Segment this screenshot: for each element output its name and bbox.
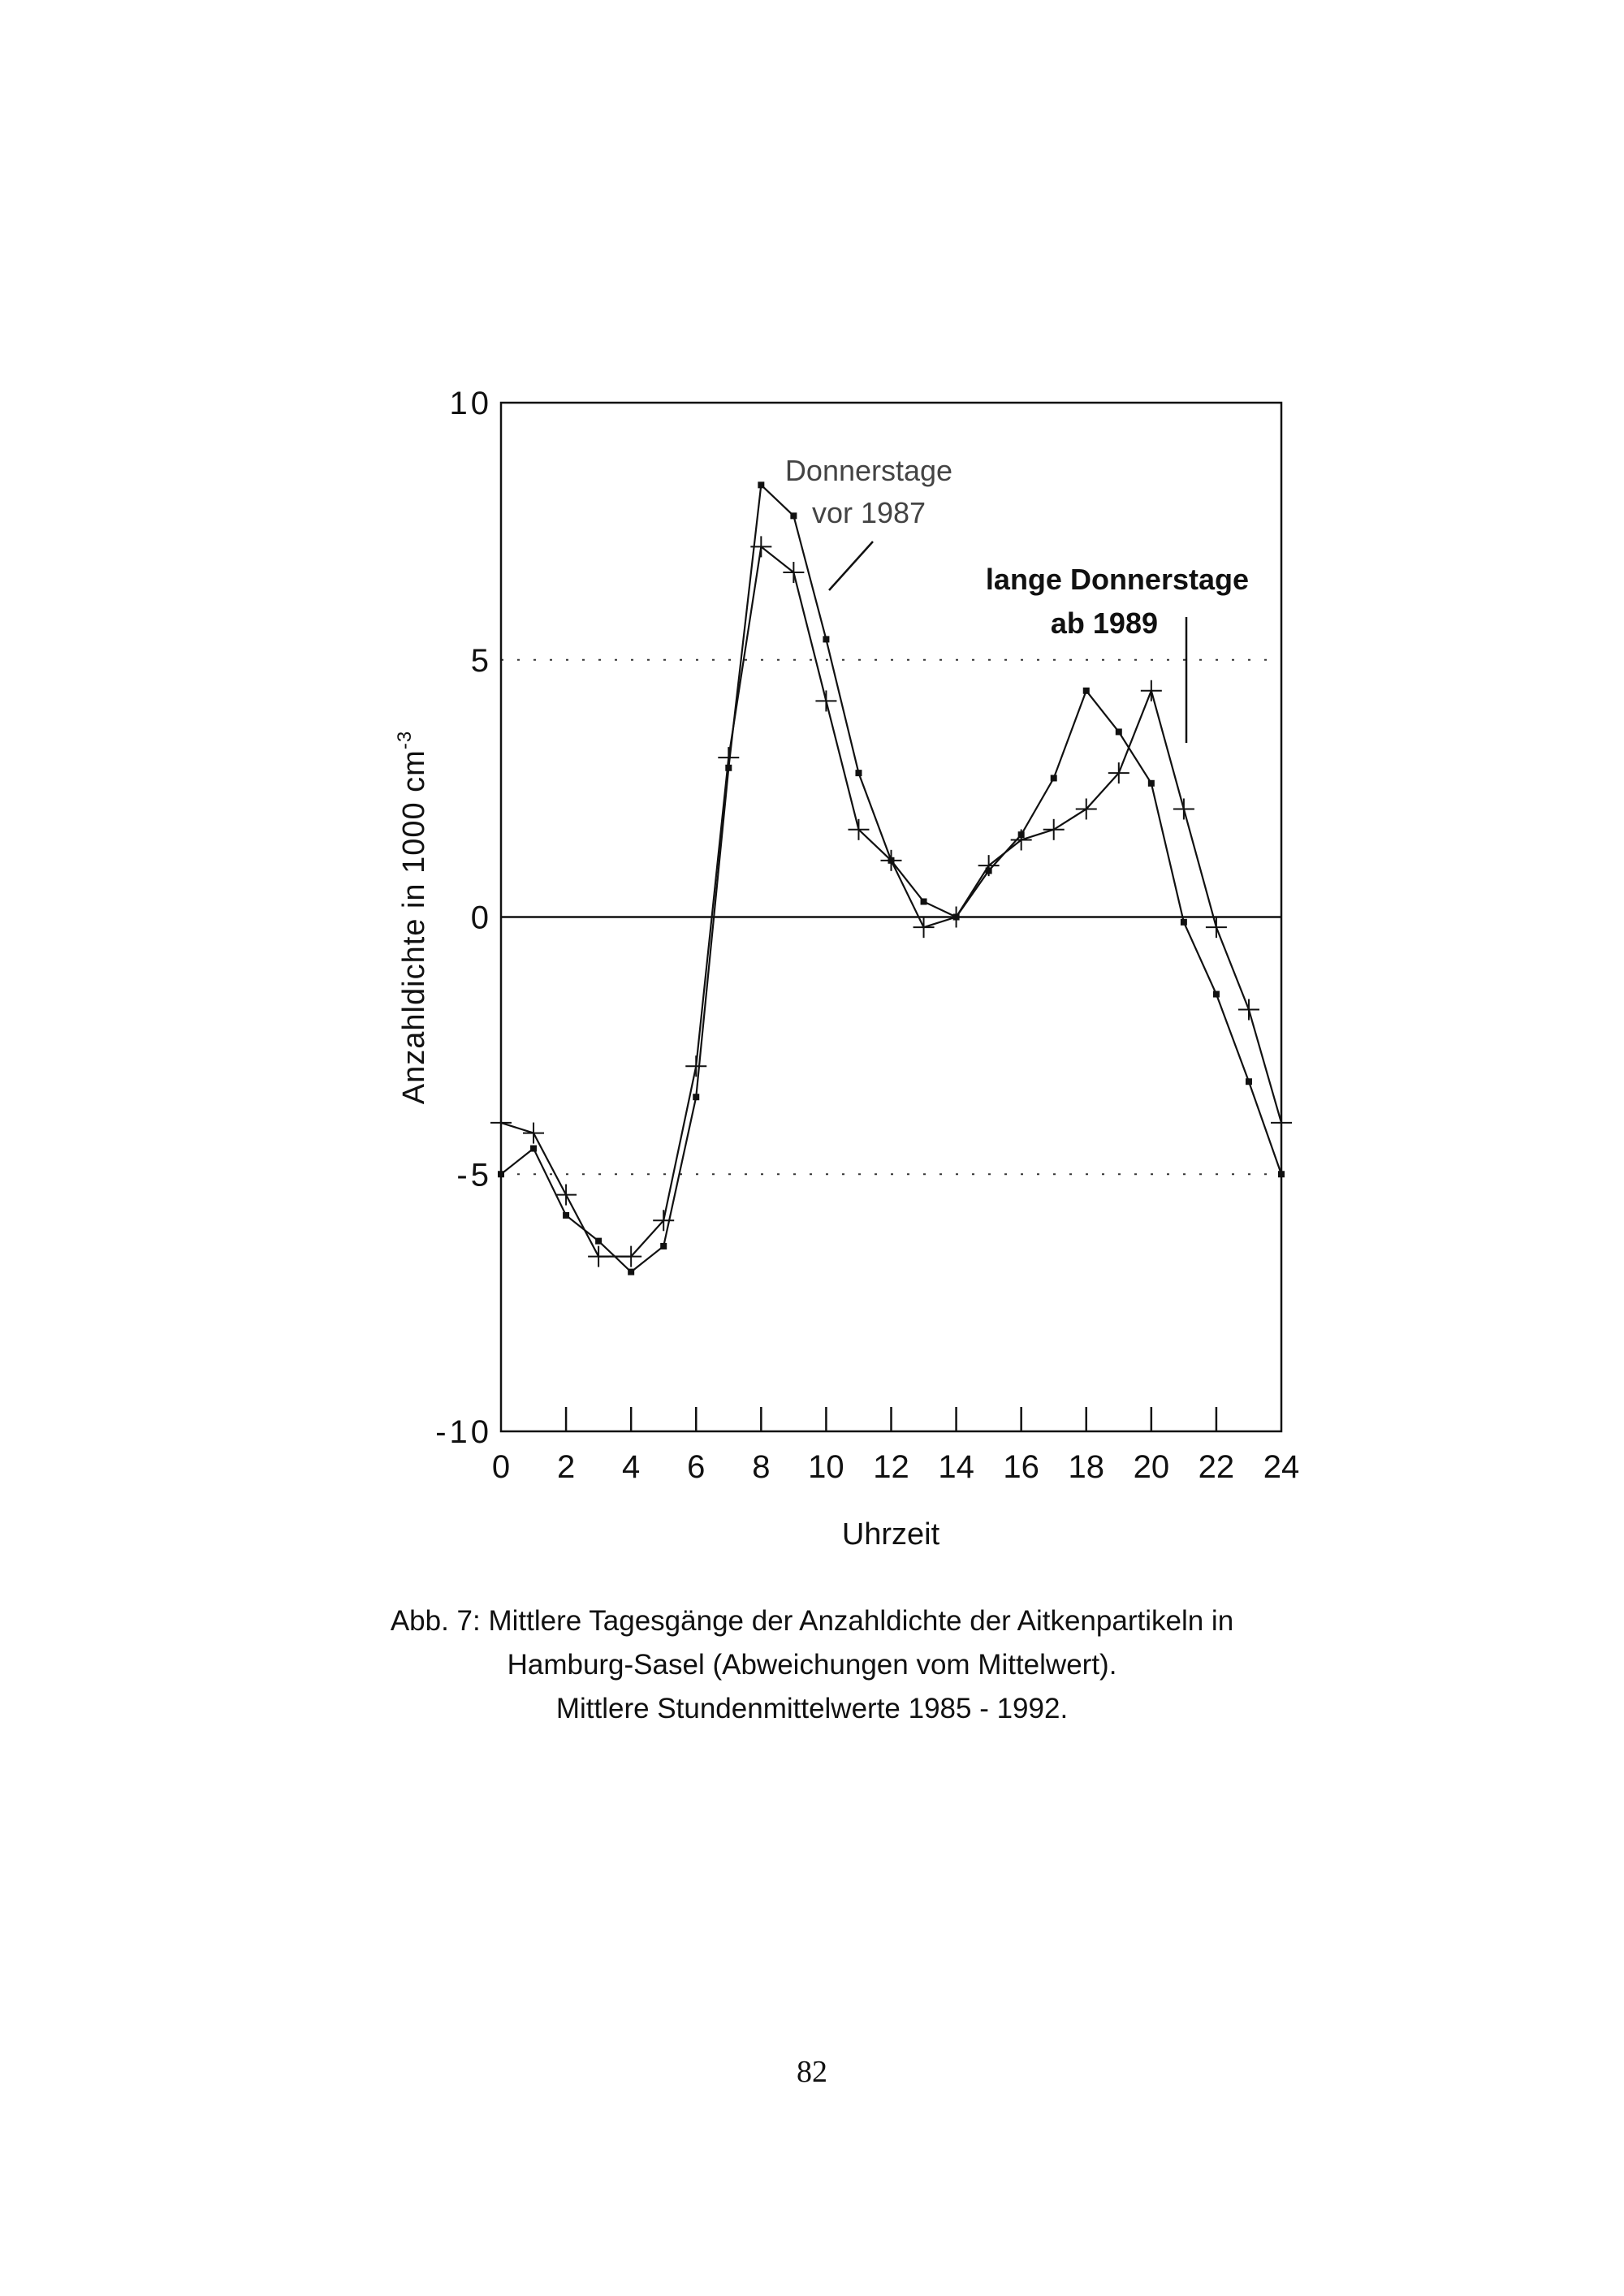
y-axis-label xyxy=(394,731,431,1104)
series-1-marker xyxy=(660,1243,667,1249)
caption-line-3: Mittlere Stundenmittelwerte 1985 - 1992. xyxy=(555,1693,1069,1724)
series-2-marker xyxy=(978,855,1000,876)
series-2-marker xyxy=(914,917,935,938)
series-2-marker xyxy=(1173,798,1194,819)
x-tick-label: 10 xyxy=(808,1449,844,1485)
y-axis-label-text: Anzahldichte in 1000 cm xyxy=(397,749,431,1105)
series-line-2 xyxy=(501,546,1281,1256)
x-tick-label: 22 xyxy=(1198,1449,1235,1485)
series-1-marker xyxy=(1116,728,1122,735)
y-tick-label: 10 xyxy=(449,386,492,421)
series-1-marker xyxy=(498,1171,504,1177)
series-1-marker xyxy=(1051,775,1057,781)
series-2-marker xyxy=(783,562,804,583)
series-1-marker xyxy=(563,1212,569,1219)
series-1-marker xyxy=(921,898,927,904)
series-1-marker xyxy=(823,636,829,642)
series-1-marker xyxy=(1246,1078,1252,1085)
x-tick-label: 0 xyxy=(491,1449,511,1485)
series-2-marker xyxy=(1238,999,1259,1021)
x-tick-label: 24 xyxy=(1263,1449,1300,1485)
series-2-marker xyxy=(523,1123,544,1144)
series-2-marker xyxy=(490,1112,512,1133)
y-tick-label: 0 xyxy=(470,900,492,936)
x-tick-label: 16 xyxy=(1003,1449,1039,1485)
x-tick-label: 18 xyxy=(1068,1449,1104,1485)
series-1-marker xyxy=(530,1146,537,1152)
series-2-marker xyxy=(815,690,836,711)
series-1-marker xyxy=(1148,780,1155,787)
caption-line-1: Abb. 7: Mittlere Tagesgänge der Anzahldichte der Aitkenpartikeln in xyxy=(390,1605,1234,1637)
caption xyxy=(0,1599,1624,1731)
series-2-marker xyxy=(1043,819,1065,840)
x-tick-label: 2 xyxy=(556,1449,576,1485)
series-1-marker xyxy=(758,481,764,488)
y-tick-label: -5 xyxy=(456,1157,492,1193)
y-axis-label-superscript: -3 xyxy=(394,730,416,750)
series-1-marker xyxy=(1181,919,1187,926)
series-1-marker xyxy=(855,770,862,776)
series-2-marker xyxy=(1141,680,1162,701)
series-1-marker xyxy=(1278,1171,1285,1177)
series-1-marker xyxy=(628,1269,634,1275)
series-2-marker xyxy=(946,907,967,928)
series-1-marker xyxy=(693,1094,699,1100)
series-1-marker xyxy=(1083,688,1090,694)
x-tick-label: 6 xyxy=(687,1449,706,1485)
series-1-marker xyxy=(790,512,797,519)
caption-line-2: Hamburg-Sasel (Abweichungen vom Mittelwert). xyxy=(507,1649,1117,1681)
x-tick-label: 12 xyxy=(873,1449,909,1485)
series-2-marker xyxy=(1011,829,1032,850)
annotation-new-line1: lange Donnerstage xyxy=(985,563,1249,596)
series-2-marker xyxy=(1206,917,1227,938)
series-2-marker xyxy=(718,747,739,768)
x-axis-label: Uhrzeit xyxy=(841,1517,940,1552)
series-2-marker xyxy=(1271,1112,1292,1133)
x-tick-label: 4 xyxy=(622,1449,641,1485)
x-tick-label: 8 xyxy=(752,1449,771,1485)
annotation-new-line2: ab 1989 xyxy=(1050,606,1158,640)
annotation-old-pointer xyxy=(829,542,873,590)
series-line-1 xyxy=(501,485,1281,1271)
y-tick-label: 5 xyxy=(470,642,492,679)
annotation-old-line2: vor 1987 xyxy=(811,496,926,529)
y-tick-label: -10 xyxy=(435,1414,492,1450)
annotation-old-line1: Donnerstage xyxy=(784,454,953,487)
series-1-marker xyxy=(1213,991,1220,998)
series-1-marker xyxy=(595,1238,602,1245)
page-number: 82 xyxy=(797,2055,827,2089)
x-tick-label: 14 xyxy=(938,1449,974,1485)
x-tick-label: 20 xyxy=(1133,1449,1170,1485)
series-2-marker xyxy=(685,1055,706,1077)
